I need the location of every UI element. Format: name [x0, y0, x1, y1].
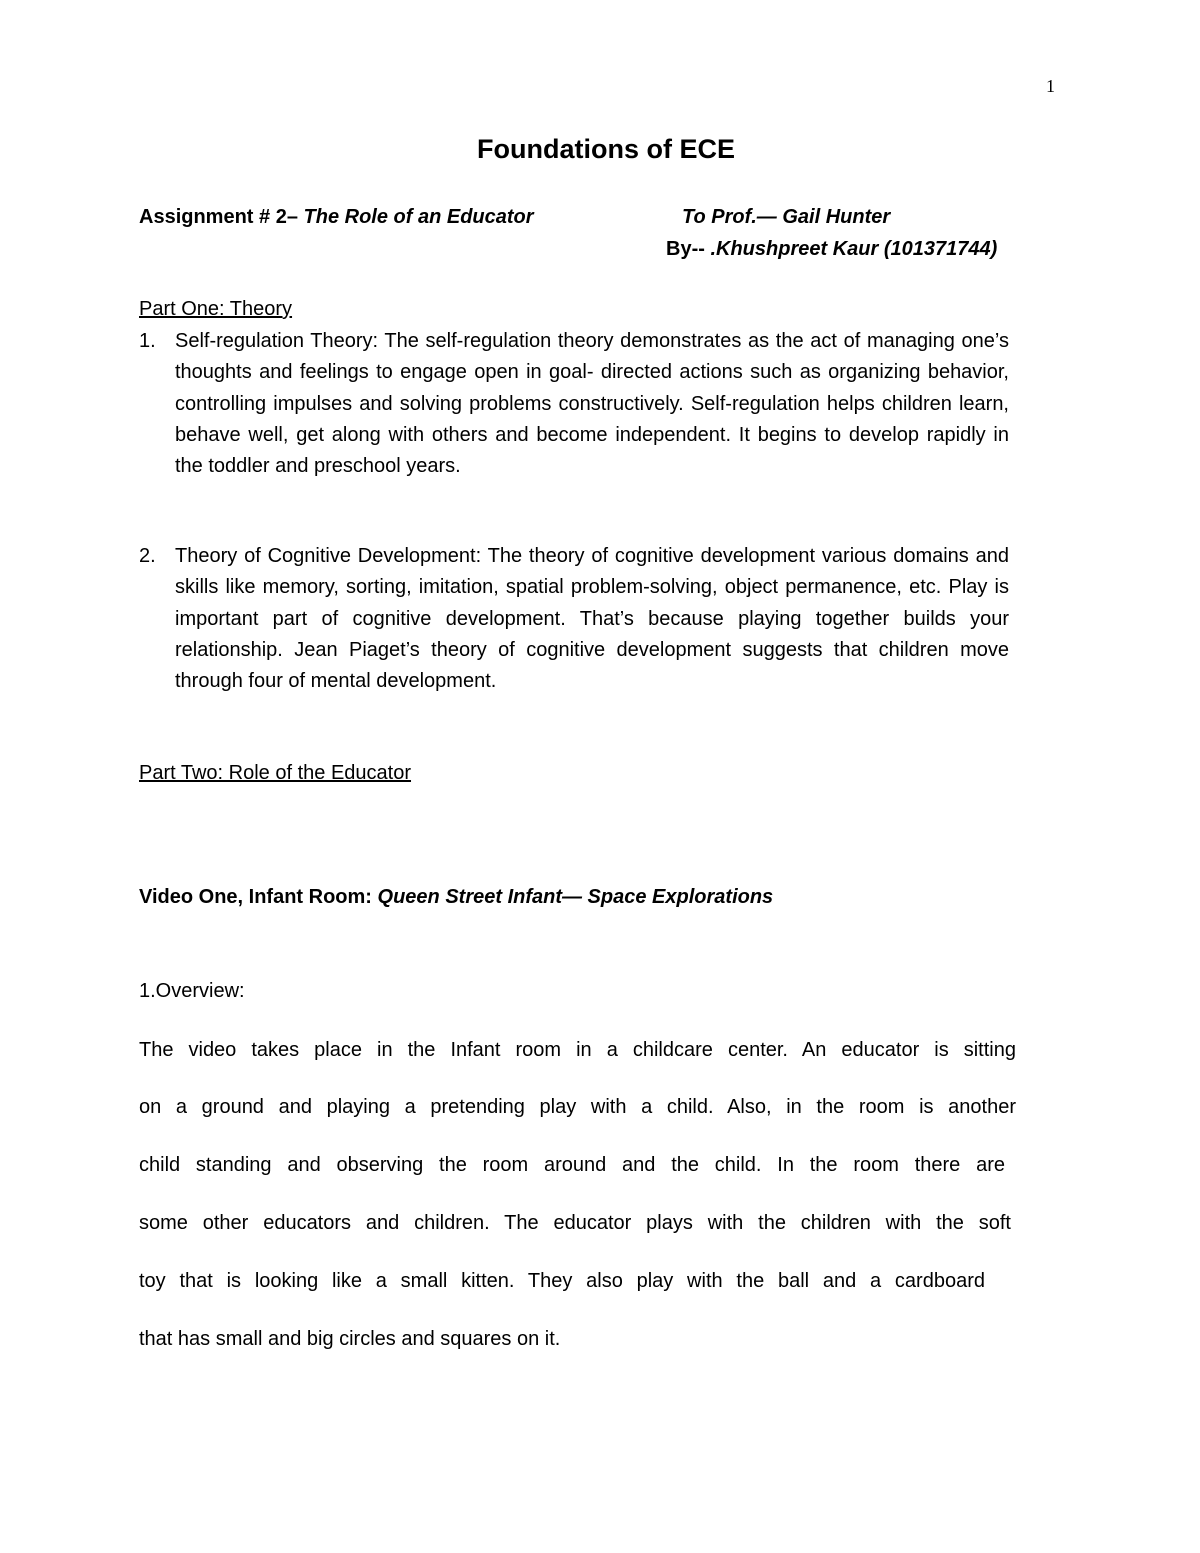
assignment-label: Assignment # 2–: [139, 206, 304, 228]
overview-line: The video takes place in the Infant room in a childcare center. An educator is sitting: [139, 1039, 1016, 1061]
overview-heading: 1.Overview:: [139, 980, 245, 1002]
theory-list-item-1: [139, 326, 1009, 482]
video-one-title: Queen Street Infant— Space Explorations: [377, 886, 774, 908]
professor-line: To Prof.— Gail Hunter: [682, 206, 891, 228]
video-one-label: Video One, Infant Room:: [139, 886, 378, 908]
page-number: 1: [1046, 76, 1055, 96]
list-number: 1.: [139, 330, 156, 352]
author-label: By--: [666, 238, 711, 260]
author-name: .Khushpreet Kaur (101371744): [710, 238, 998, 260]
list-text: Theory of Cognitive Development: The theory of cognitive development various domains and skills like memory, sorting, imitation, spatial problem-solving, object permanence, etc. Play is important part of cognitive development. That’s because playing together builds your relationship. Jean Piaget’s theory of cognitive development suggests that children move through four of mental development.: [175, 545, 1009, 693]
document-title: Foundations of ECE: [477, 134, 735, 164]
assignment-topic: The Role of an Educator: [303, 206, 534, 228]
part-one-heading: Part One: Theory: [139, 298, 293, 320]
video-one-heading: [139, 886, 773, 909]
overview-line: that has small and big circles and squares on it.: [139, 1328, 561, 1350]
overview-line: toy that is looking like a small kitten. They also play with the ball and a cardboard: [139, 1270, 985, 1292]
assignment-line: [139, 206, 534, 229]
list-text: Self-regulation Theory: The self-regulation theory demonstrates as the act of managing one’s thoughts and feelings to engage open in goal- directed actions such as organizing behavior, controlling impulses and solving problems constructively. Self-regulation helps children learn, behave well, get along with others and become independent. It begins to develop rapidly in the toddler and preschool years.: [175, 330, 1009, 478]
theory-list-item-2: [139, 541, 1009, 697]
author-line: [666, 238, 997, 261]
part-two-heading: Part Two: Role of the Educator: [139, 762, 412, 784]
list-number: 2.: [139, 545, 156, 567]
overview-line: some other educators and children. The educator plays with the children with the soft: [139, 1212, 1011, 1234]
overview-line: on a ground and playing a pretending play with a child. Also, in the room is another: [139, 1096, 1016, 1118]
overview-line: child standing and observing the room around and the child. In the room there are: [139, 1154, 1005, 1176]
